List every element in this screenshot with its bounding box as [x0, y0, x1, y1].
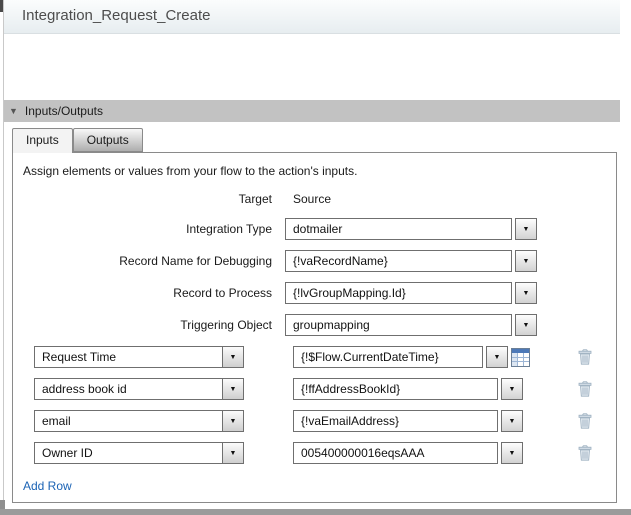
chevron-down-icon: ▼ [522, 225, 530, 233]
delete-row-trash-icon[interactable] [578, 413, 592, 429]
input-row-record-name [13, 250, 616, 272]
tab-outputs[interactable]: Outputs [73, 128, 143, 152]
column-header-source: Source [293, 192, 332, 206]
panel-description: Assign elements or values from your flow to the action's inputs. [23, 164, 358, 178]
add-row-link[interactable]: Add Row [23, 479, 72, 493]
dropdown-button[interactable] [515, 250, 537, 272]
source-value-input[interactable]: 005400000016eqsAAA [293, 442, 498, 464]
dropdown-button[interactable] [222, 347, 243, 367]
column-headers [13, 192, 616, 206]
tab-bar [12, 128, 143, 153]
dropdown-button[interactable] [222, 379, 243, 399]
dropdown-button[interactable] [515, 282, 537, 304]
chevron-down-icon: ▼ [229, 385, 237, 393]
chevron-down-icon: ▼ [229, 417, 237, 425]
calendar-icon[interactable] [511, 348, 530, 367]
chevron-down-icon: ▼ [229, 353, 237, 361]
dropdown-button[interactable] [501, 378, 523, 400]
source-value-input[interactable]: {!$Flow.CurrentDateTime} [293, 346, 483, 368]
bottom-divider [0, 509, 631, 515]
tab-inputs[interactable]: Inputs [12, 128, 73, 153]
input-row-integration-type [13, 218, 616, 240]
panel-edge-line [3, 0, 4, 503]
input-row-email [13, 410, 616, 432]
source-value-input[interactable]: dotmailer [285, 218, 512, 240]
input-row-request-time [13, 346, 616, 368]
target-select[interactable] [34, 346, 244, 368]
source-value-input[interactable]: {!vaRecordName} [285, 250, 512, 272]
chevron-down-icon: ▼ [522, 321, 530, 329]
source-value-input[interactable]: {!ffAddressBookId} [293, 378, 498, 400]
action-title-bar [4, 0, 620, 34]
target-select[interactable] [34, 410, 244, 432]
dropdown-button[interactable] [501, 442, 523, 464]
input-row-address-book-id [13, 378, 616, 400]
chevron-down-icon: ▼ [522, 289, 530, 297]
target-label: Record to Process [173, 286, 272, 300]
target-label: Triggering Object [180, 318, 272, 332]
chevron-down-icon: ▼ [508, 385, 516, 393]
dropdown-button[interactable] [222, 443, 243, 463]
dropdown-button[interactable] [486, 346, 508, 368]
source-value-input[interactable]: groupmapping [285, 314, 512, 336]
input-row-triggering-object [13, 314, 616, 336]
inputs-tab-panel [12, 152, 617, 503]
target-select-value: email [42, 414, 71, 428]
chevron-down-icon: ▼ [508, 417, 516, 425]
target-select-value: address book id [42, 382, 127, 396]
target-select[interactable] [34, 378, 244, 400]
delete-row-trash-icon[interactable] [578, 381, 592, 397]
chevron-down-icon: ▼ [522, 257, 530, 265]
dropdown-button[interactable] [515, 314, 537, 336]
section-header-inputs-outputs[interactable] [4, 100, 620, 122]
input-row-owner-id [13, 442, 616, 464]
dropdown-button[interactable] [222, 411, 243, 431]
target-select[interactable] [34, 442, 244, 464]
chevron-down-icon: ▼ [493, 353, 501, 361]
column-header-target: Target [238, 192, 272, 206]
target-select-value: Request Time [42, 350, 117, 364]
delete-row-trash-icon[interactable] [578, 349, 592, 365]
chevron-down-icon: ▼ [508, 449, 516, 457]
collapse-triangle-icon: ▼ [9, 106, 18, 116]
target-select-value: Owner ID [42, 446, 93, 460]
page-title: Integration_Request_Create [22, 7, 211, 24]
source-value-input[interactable]: {!vaEmailAddress} [293, 410, 498, 432]
source-value-input[interactable]: {!lvGroupMapping.Id} [285, 282, 512, 304]
chevron-down-icon: ▼ [229, 449, 237, 457]
section-title: Inputs/Outputs [24, 104, 103, 118]
target-label: Record Name for Debugging [119, 254, 272, 268]
delete-row-trash-icon[interactable] [578, 445, 592, 461]
dropdown-button[interactable] [515, 218, 537, 240]
input-row-record-to-process [13, 282, 616, 304]
dropdown-button[interactable] [501, 410, 523, 432]
target-label: Integration Type [186, 222, 272, 236]
